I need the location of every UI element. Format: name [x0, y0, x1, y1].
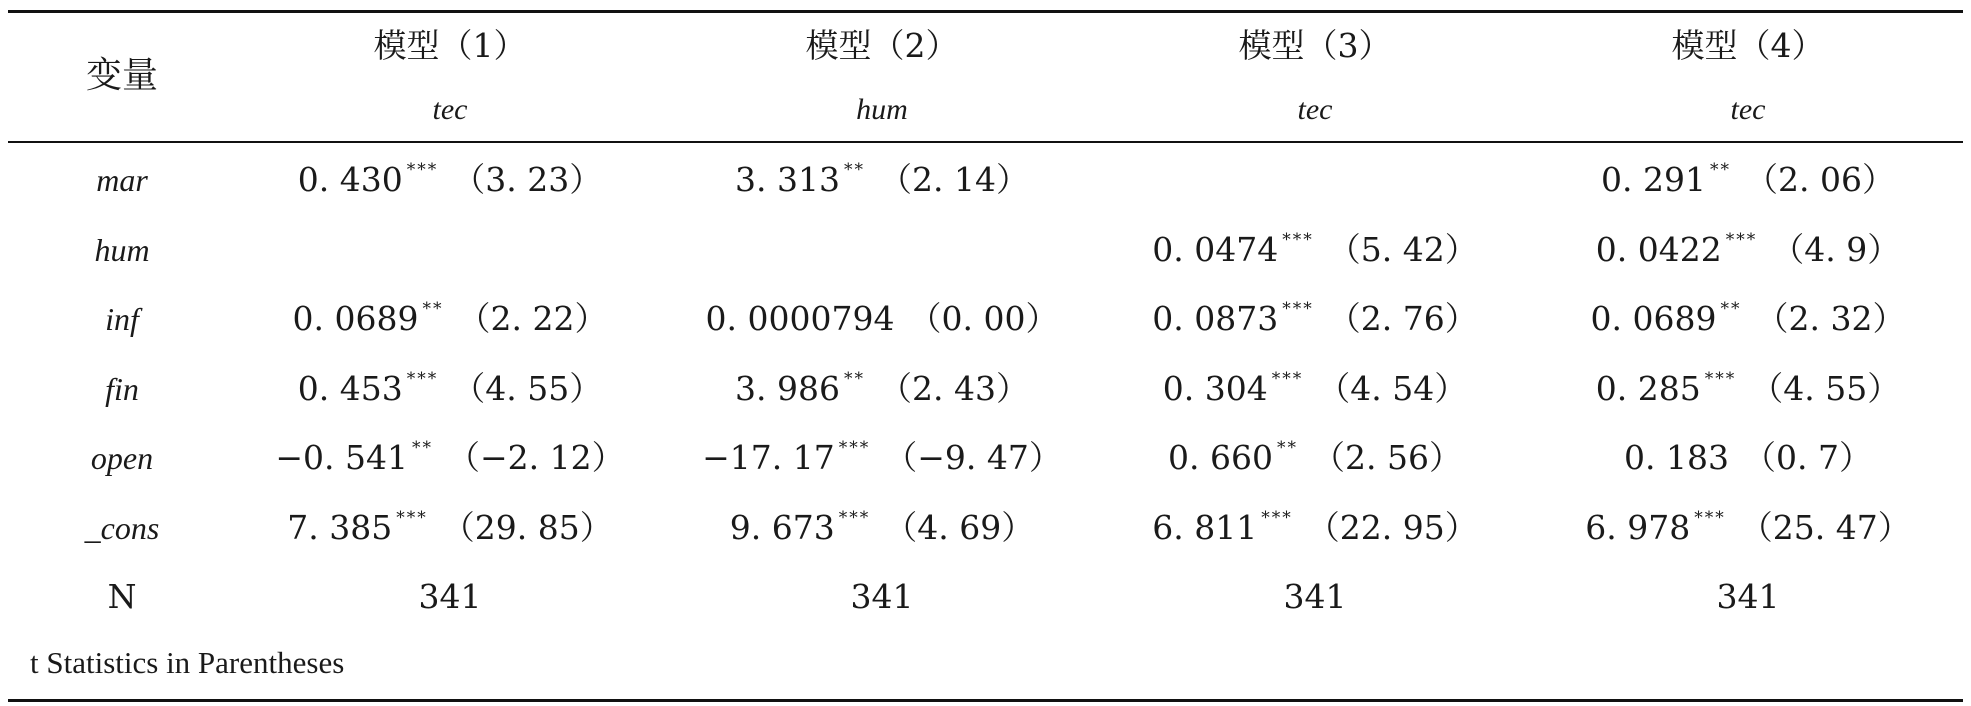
variable-column-header: 变量 — [85, 55, 159, 96]
t-statistic: （2. 56） — [1312, 438, 1462, 477]
row-variable-label: inf — [105, 301, 139, 337]
row-variable-label: N — [107, 577, 137, 616]
table-cell — [1717, 577, 1780, 617]
coefficient-value: 0. 430 — [297, 160, 403, 199]
table-cell — [1596, 369, 1900, 415]
table-cell — [735, 160, 1029, 206]
t-statistic: （22. 95） — [1306, 508, 1478, 547]
model-1-header: 模型（1） — [373, 26, 527, 65]
significance-stars: *** — [1271, 369, 1304, 389]
coefficient-value: 0. 453 — [297, 369, 403, 408]
coefficient-value: 0. 183 — [1624, 438, 1729, 477]
significance-stars: *** — [1704, 369, 1737, 389]
coefficient-value: 6. 811 — [1152, 508, 1258, 547]
coefficient-value: 0. 0689 — [1590, 299, 1717, 338]
t-statistic: （4. 54） — [1317, 369, 1468, 408]
table-cell — [1591, 299, 1906, 345]
t-statistic: （2. 22） — [457, 299, 608, 338]
coefficient-value: 3. 313 — [735, 160, 840, 199]
model-3-dependent-variable: tec — [1297, 93, 1333, 126]
row-variable-label: open — [90, 440, 154, 476]
t-statistic: （0. 00） — [908, 299, 1059, 338]
row-variable-label: hum — [94, 232, 150, 268]
table-cell — [298, 160, 602, 206]
coefficient-value: 7. 385 — [287, 508, 393, 547]
table-cell — [1624, 438, 1872, 478]
coefficient-value: 6. 978 — [1585, 508, 1691, 547]
row-variable-label: mar — [96, 162, 148, 198]
table-cell — [1168, 438, 1462, 484]
model-2-dependent-variable: hum — [856, 93, 908, 126]
significance-stars: ** — [412, 438, 433, 458]
table-cell — [293, 299, 608, 345]
t-statistic: （4. 9） — [1771, 230, 1901, 269]
coefficient-value: 0. 0689 — [292, 299, 419, 338]
coefficient-value: −0. 541 — [275, 438, 408, 477]
table-cell — [1585, 508, 1910, 554]
significance-stars: ** — [422, 299, 444, 319]
significance-stars: *** — [406, 160, 439, 180]
t-statistic: （2. 32） — [1755, 299, 1906, 338]
table-cell — [298, 369, 602, 415]
coefficient-value: 341 — [1283, 577, 1347, 616]
coefficient-value: 0. 0873 — [1152, 299, 1279, 338]
t-statistic: （4. 69） — [884, 508, 1035, 547]
t-statistic: （3. 23） — [452, 160, 603, 199]
table-note: t Statistics in Parentheses — [30, 645, 345, 680]
row-variable-label: _cons — [84, 510, 160, 546]
table-cell — [1596, 230, 1900, 276]
table-cell — [1152, 230, 1477, 276]
coefficient-value: 341 — [418, 577, 482, 616]
model-4-dependent-variable: tec — [1730, 93, 1766, 126]
table-cell — [1152, 299, 1477, 345]
table-cell — [1284, 577, 1347, 617]
significance-stars: ** — [1710, 160, 1731, 180]
table-cell — [730, 508, 1034, 554]
t-statistic: （25. 47） — [1739, 508, 1911, 547]
table-cell — [287, 508, 612, 554]
table-cell — [1152, 508, 1477, 554]
significance-stars: ** — [1277, 438, 1298, 458]
t-statistic: （−2. 12） — [447, 438, 625, 477]
significance-stars: *** — [406, 369, 439, 389]
coefficient-value: 3. 986 — [735, 369, 840, 408]
table-cell — [851, 577, 914, 617]
significance-stars: ** — [844, 369, 865, 389]
table-top-rule — [8, 10, 1963, 13]
t-statistic: （2. 06） — [1745, 160, 1895, 199]
coefficient-value: −17. 17 — [702, 438, 835, 477]
coefficient-value: 341 — [1716, 577, 1780, 616]
table-cell — [1163, 369, 1467, 415]
coefficient-value: 0. 291 — [1601, 160, 1706, 199]
coefficient-value: 0. 0000794 — [705, 299, 895, 338]
table-cell — [275, 438, 624, 484]
model-1-dependent-variable: tec — [432, 93, 468, 126]
coefficient-value: 0. 0422 — [1595, 230, 1722, 269]
significance-stars: *** — [838, 508, 871, 528]
t-statistic: （0. 7） — [1742, 438, 1872, 477]
table-cell — [735, 369, 1029, 415]
t-statistic: （4. 55） — [452, 369, 603, 408]
model-3-header: 模型（3） — [1238, 26, 1392, 65]
coefficient-value: 0. 0474 — [1152, 230, 1279, 269]
t-statistic: （2. 14） — [879, 160, 1029, 199]
significance-stars: *** — [396, 508, 428, 528]
table-bottom-rule — [8, 699, 1963, 702]
table-cell — [702, 438, 1062, 484]
model-4-header: 模型（4） — [1671, 26, 1825, 65]
coefficient-value: 0. 660 — [1168, 438, 1273, 477]
t-statistic: （2. 43） — [879, 369, 1029, 408]
significance-stars: *** — [1282, 230, 1314, 250]
t-statistic: （−9. 47） — [884, 438, 1062, 477]
t-statistic: （2. 76） — [1327, 299, 1478, 338]
t-statistic: （29. 85） — [441, 508, 613, 547]
coefficient-value: 9. 673 — [729, 508, 835, 547]
table-cell — [1601, 160, 1895, 206]
significance-stars: ** — [844, 160, 865, 180]
row-variable-label: fin — [105, 371, 139, 407]
model-2-header: 模型（2） — [805, 26, 959, 65]
significance-stars: *** — [1282, 299, 1314, 319]
table-cell — [419, 577, 482, 617]
table-header-rule — [8, 141, 1963, 143]
t-statistic: （5. 42） — [1327, 230, 1478, 269]
table-cell — [706, 299, 1059, 339]
significance-stars: ** — [1720, 299, 1742, 319]
significance-stars: *** — [838, 438, 871, 458]
coefficient-value: 341 — [850, 577, 914, 616]
significance-stars: *** — [1261, 508, 1293, 528]
coefficient-value: 0. 304 — [1162, 369, 1268, 408]
t-statistic: （4. 55） — [1750, 369, 1901, 408]
significance-stars: *** — [1725, 230, 1758, 250]
significance-stars: *** — [1694, 508, 1726, 528]
coefficient-value: 0. 285 — [1595, 369, 1701, 408]
